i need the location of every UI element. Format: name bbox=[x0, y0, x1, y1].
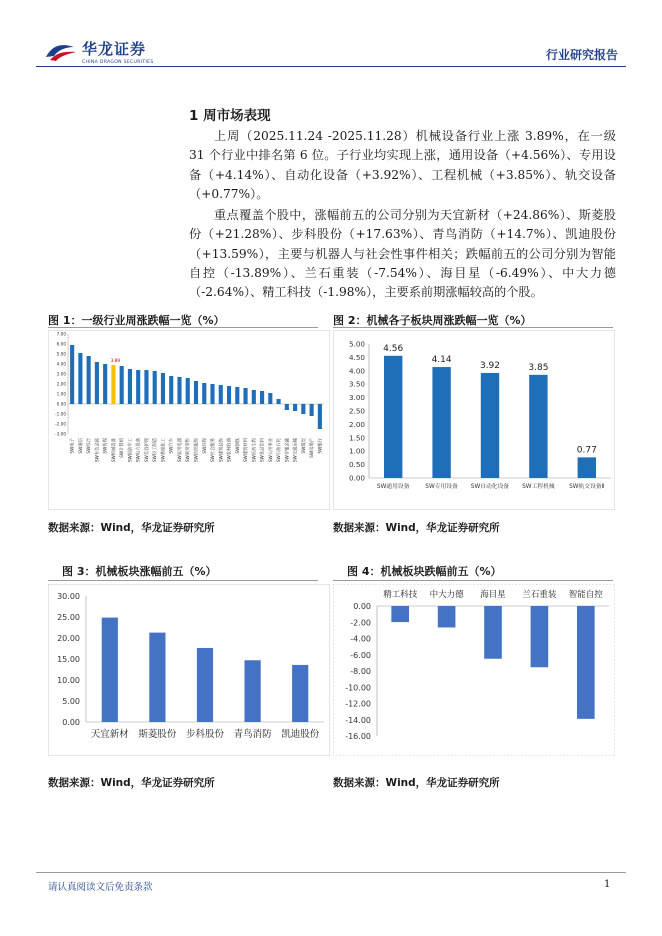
y-tick-label: 0.00 bbox=[56, 401, 66, 407]
bar bbox=[177, 377, 181, 404]
y-tick-label: 4.50 bbox=[348, 352, 365, 362]
bar bbox=[202, 383, 206, 404]
bar bbox=[384, 356, 402, 478]
caption-divider bbox=[48, 580, 318, 581]
y-tick-label: 20.00 bbox=[57, 634, 80, 643]
bar bbox=[391, 606, 409, 622]
x-category-label: SW美容护理 bbox=[144, 438, 150, 463]
y-tick-label: 1.00 bbox=[56, 391, 66, 397]
x-category-label: SW公用事业 bbox=[268, 438, 274, 463]
x-category-label: 青鸟消防 bbox=[233, 729, 272, 740]
bar bbox=[531, 606, 549, 667]
x-category-label: 智能自控 bbox=[568, 590, 603, 600]
y-tick-label: -14.00 bbox=[345, 715, 371, 725]
caption-divider bbox=[333, 327, 613, 328]
x-category-label: SW环保 bbox=[202, 438, 208, 454]
y-tick-label: -2.00 bbox=[350, 618, 371, 628]
x-category-label: SW非银金融 bbox=[285, 438, 291, 463]
bar bbox=[161, 373, 165, 404]
x-category-label: 斯菱股份 bbox=[138, 729, 177, 740]
bar bbox=[70, 345, 74, 404]
bar bbox=[149, 633, 165, 722]
x-category-label: SW国防军工 bbox=[128, 438, 134, 463]
bar bbox=[102, 618, 118, 722]
y-tick-label: 1.50 bbox=[348, 433, 365, 443]
figure2-caption: 图 2：机械各子板块周涨跌幅一览（%） bbox=[333, 314, 532, 327]
x-category-label: SW家用电器 bbox=[177, 438, 183, 463]
x-category-label: SW商贸零售 bbox=[186, 438, 192, 463]
x-category-label: SW石油石化 bbox=[277, 438, 283, 463]
figure4-source: 数据来源：Wind，华龙证券研究所 bbox=[333, 777, 500, 789]
x-category-label: 精工科技 bbox=[383, 590, 418, 600]
y-tick-label: 25.00 bbox=[57, 613, 80, 622]
y-tick-label: 0.50 bbox=[348, 460, 365, 470]
bar bbox=[529, 375, 547, 478]
y-tick-label: 3.50 bbox=[348, 379, 365, 389]
bar bbox=[577, 606, 595, 719]
x-category-label: 天宜新材 bbox=[90, 729, 129, 740]
x-category-label: SW建筑材料 bbox=[244, 438, 250, 463]
x-category-label: SW综合 bbox=[87, 438, 93, 454]
y-tick-label: 4.00 bbox=[348, 366, 365, 376]
x-category-label: SW农林牧渔 bbox=[227, 438, 233, 463]
x-category-label: SW食品饮料 bbox=[260, 438, 266, 463]
dragon-logo-icon bbox=[44, 41, 78, 63]
industry-weekly-change-chart bbox=[48, 330, 330, 510]
x-category-label: SW通用设备 bbox=[376, 484, 410, 490]
x-category-label: SW纺织服饰 bbox=[194, 438, 200, 463]
bar bbox=[318, 404, 322, 429]
y-tick-label: -8.00 bbox=[350, 667, 371, 676]
bar bbox=[292, 665, 308, 722]
data-label: 3.85 bbox=[528, 362, 549, 373]
bar bbox=[277, 399, 281, 404]
footer-divider bbox=[36, 872, 626, 873]
data-label: 4.56 bbox=[383, 343, 404, 354]
y-tick-label: 15.00 bbox=[57, 655, 80, 664]
x-category-label: SW机械设备 bbox=[111, 438, 117, 463]
x-category-label: SW轨交设备Ⅱ bbox=[569, 484, 605, 490]
y-tick-label: 3.00 bbox=[348, 393, 365, 403]
x-category-label: 兰石重装 bbox=[522, 590, 557, 600]
x-category-label: 海目星 bbox=[480, 590, 506, 600]
x-category-label: SW传媒 bbox=[103, 438, 109, 454]
x-category-label: SW专用设备 bbox=[425, 484, 458, 490]
data-label: 3.92 bbox=[479, 360, 501, 371]
bar bbox=[169, 376, 173, 404]
paragraph-stock-performance: 重点覆盖个股中，涨幅前五的公司分别为天宜新材（+24.86%）、斯菱股份（+21.28%）、步科股份（+17.63%）、青鸟消防（+14.7%）、凯迪股份（+13.59%），主要与机器人与社会性事件相关；跌幅前五的公司分别为智能自控（-13.89%）、兰石重装（-7.54%）、海目星（-6.49%）、中大力德（-2.64%）、精工科技（-1.98%），主要系前期涨幅较高的个股。 bbox=[189, 208, 616, 300]
bar bbox=[120, 366, 124, 404]
bar bbox=[111, 365, 115, 404]
caption-divider bbox=[48, 327, 318, 328]
y-tick-label: -10.00 bbox=[345, 683, 371, 693]
y-tick-label: 7.00 bbox=[56, 331, 66, 337]
x-category-label: SW自动化设备 bbox=[470, 484, 510, 490]
x-category-label: SW有色金属 bbox=[95, 438, 101, 463]
x-category-label: 凯迪股份 bbox=[281, 729, 320, 740]
y-tick-label: 2.00 bbox=[56, 381, 66, 387]
bar bbox=[245, 660, 261, 722]
bar bbox=[95, 362, 99, 404]
top-losers-chart bbox=[333, 584, 615, 756]
y-tick-label: 30.00 bbox=[57, 592, 80, 601]
bar bbox=[87, 356, 91, 404]
bar bbox=[186, 378, 190, 404]
x-category-label: 中大力德 bbox=[429, 590, 464, 600]
y-tick-label: 2.50 bbox=[348, 406, 365, 416]
logo-text-cn: 华龙证券 bbox=[82, 40, 147, 58]
figure1-source: 数据来源：Wind，华龙证券研究所 bbox=[48, 522, 215, 534]
y-tick-label: -3.00 bbox=[55, 431, 66, 437]
figure3-caption: 图 3：机械板块涨幅前五（%） bbox=[62, 565, 217, 578]
x-category-label: SW社会服务 bbox=[211, 438, 217, 463]
x-category-label: SW交通运输 bbox=[293, 438, 299, 463]
brand-logo bbox=[44, 38, 154, 65]
bar bbox=[197, 648, 213, 722]
bar bbox=[301, 404, 305, 414]
x-category-label: SW钢铁 bbox=[235, 438, 241, 454]
bar bbox=[578, 457, 596, 478]
caption-divider bbox=[333, 580, 613, 581]
x-category-label: SW医药生物 bbox=[252, 438, 258, 463]
footer-disclaimer: 请认真阅读文后免责条款 bbox=[48, 882, 153, 893]
y-tick-label: 0.00 bbox=[348, 473, 365, 483]
chart-frame bbox=[333, 330, 615, 510]
machinery-subsector-change-chart bbox=[333, 330, 615, 510]
bar bbox=[219, 385, 223, 404]
y-tick-label: -16.00 bbox=[345, 732, 371, 741]
top-gainers-chart bbox=[48, 584, 330, 756]
data-label: 4.14 bbox=[431, 355, 452, 366]
y-tick-label: 6.00 bbox=[56, 341, 66, 347]
y-tick-label: 5.00 bbox=[348, 339, 365, 349]
bar bbox=[128, 369, 132, 404]
logo-text-en: CHINA DRAGON SECURITIES bbox=[82, 60, 154, 65]
y-tick-label: -1.00 bbox=[55, 411, 66, 417]
y-tick-label: -12.00 bbox=[345, 699, 371, 709]
x-category-label: SW基础化工 bbox=[161, 438, 167, 463]
x-category-label: SW汽车 bbox=[169, 438, 175, 454]
y-tick-label: -4.00 bbox=[350, 634, 371, 644]
figure3-source: 数据来源：Wind，华龙证券研究所 bbox=[48, 777, 215, 789]
y-tick-label: 0.00 bbox=[353, 602, 371, 611]
report-type: 行业研究报告 bbox=[545, 48, 618, 62]
y-tick-label: 0.00 bbox=[62, 718, 80, 727]
x-category-label: SW工程机械 bbox=[522, 484, 555, 490]
y-tick-label: 4.00 bbox=[56, 361, 66, 367]
chart-frame bbox=[333, 584, 615, 756]
bar bbox=[293, 404, 297, 411]
y-tick-label: -2.00 bbox=[55, 421, 66, 427]
y-tick-label: 1.00 bbox=[348, 446, 365, 456]
x-category-label: 步科股份 bbox=[185, 729, 225, 740]
bar bbox=[235, 387, 239, 404]
x-category-label: SW电子 bbox=[70, 438, 76, 454]
bar bbox=[136, 370, 140, 404]
header-divider bbox=[36, 66, 626, 67]
bar bbox=[194, 381, 198, 404]
figure1-caption: 图 1：一级行业周涨跌幅一览（%） bbox=[48, 314, 225, 327]
bar bbox=[210, 384, 214, 404]
y-tick-label: 10.00 bbox=[57, 676, 80, 685]
y-tick-label: 2.00 bbox=[348, 419, 365, 429]
y-tick-label: 3.00 bbox=[56, 371, 66, 377]
bar bbox=[260, 391, 264, 404]
x-category-label: SW轻工制造 bbox=[153, 438, 159, 463]
bar bbox=[252, 390, 256, 404]
data-label: 0.77 bbox=[576, 445, 597, 456]
section-title: 1 周市场表现 bbox=[189, 108, 271, 124]
bar bbox=[268, 393, 272, 404]
x-category-label: SW建筑装饰 bbox=[219, 438, 225, 463]
bar bbox=[144, 370, 148, 404]
page-number: 1 bbox=[604, 879, 611, 890]
paragraph-weekly-summary: 上周（2025.11.24 -2025.11.28）机械设备行业上涨 3.89%，在一级 31 个行业中排名第 6 位。子行业均实现上涨，通用设备（+4.56%）、专用设备（+4.14%）、自动化设备（+3.92%）、工程机械（+3.85%）、轨交设备（+0.77%）。 bbox=[189, 129, 616, 201]
bar bbox=[227, 386, 231, 404]
bar bbox=[484, 606, 502, 659]
figure2-source: 数据来源：Wind，华龙证券研究所 bbox=[333, 522, 500, 534]
y-tick-label: 5.00 bbox=[56, 351, 66, 357]
x-category-label: SW房地产 bbox=[310, 438, 316, 458]
x-category-label: SW电力设备 bbox=[136, 438, 142, 463]
y-tick-label: 5.00 bbox=[62, 697, 80, 706]
figure4-caption: 图 4：机械板块跌幅前五（%） bbox=[347, 565, 502, 578]
x-category-label: SW通信 bbox=[78, 438, 84, 454]
x-category-label: SW计算机 bbox=[120, 438, 126, 458]
bar bbox=[78, 353, 82, 404]
x-category-label: SW煤炭 bbox=[301, 438, 307, 454]
bar bbox=[243, 388, 247, 404]
bar bbox=[285, 404, 289, 410]
bar bbox=[438, 606, 456, 627]
bar bbox=[481, 373, 499, 478]
bar bbox=[432, 367, 450, 478]
x-category-label: SW银行 bbox=[318, 438, 324, 454]
bar bbox=[103, 364, 107, 404]
data-label: 3.89 bbox=[110, 358, 121, 364]
y-tick-label: -6.00 bbox=[350, 650, 371, 660]
bar bbox=[310, 404, 314, 416]
bar bbox=[153, 371, 157, 404]
